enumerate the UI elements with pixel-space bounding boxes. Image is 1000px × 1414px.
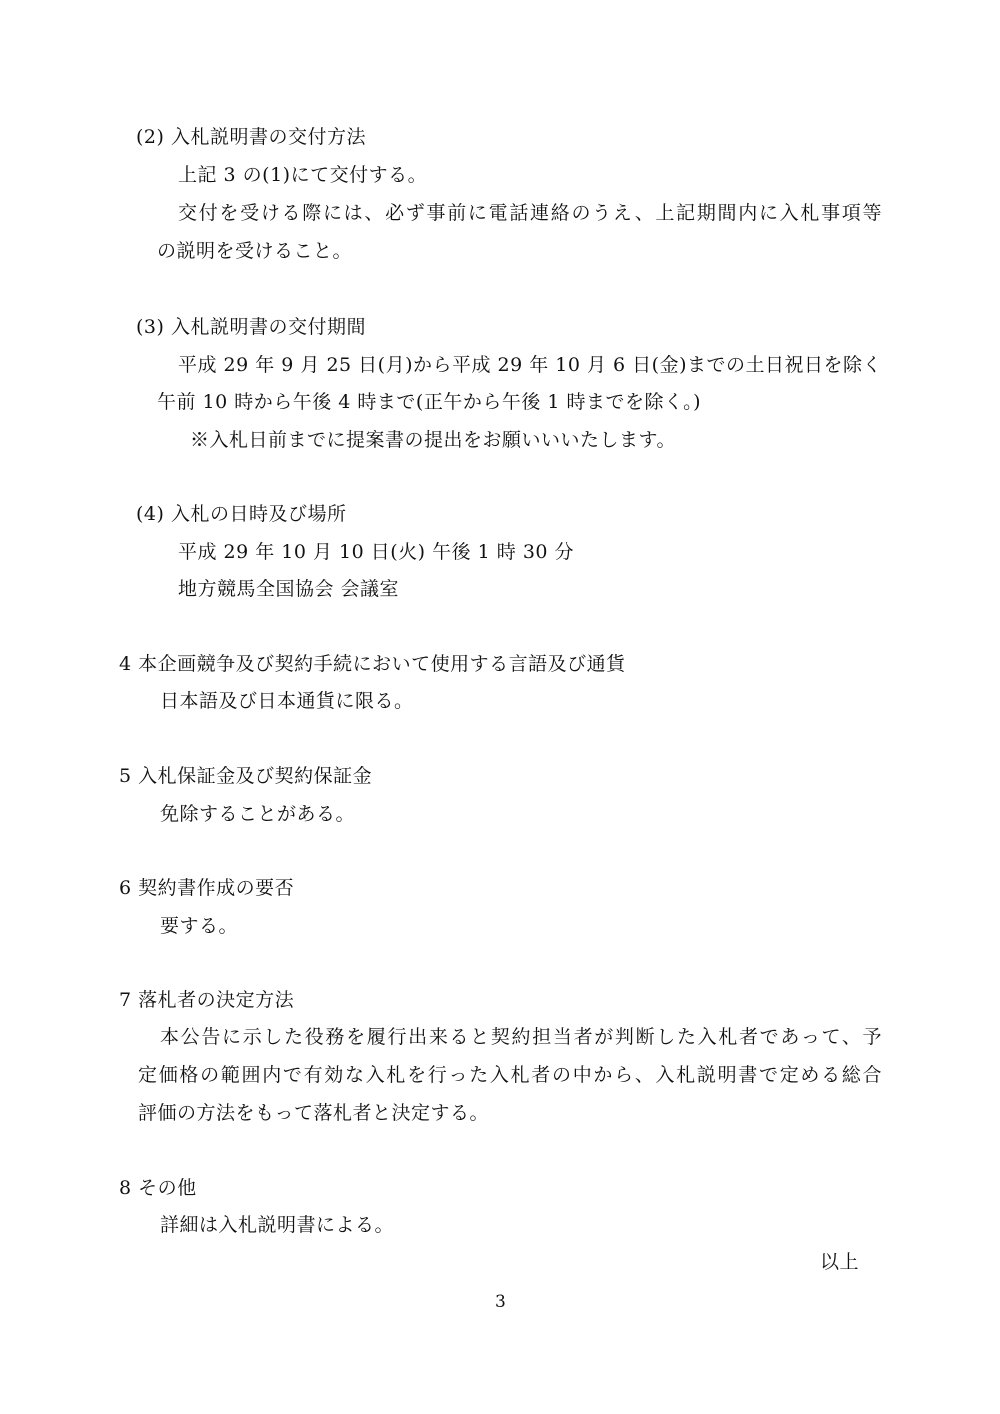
paragraph-line: 評価の方法をもって落札者と決定する。 bbox=[138, 1102, 490, 1124]
bid-place: 地方競馬全国協会 会議室 bbox=[178, 578, 400, 600]
closing-mark: 以上 bbox=[820, 1251, 860, 1273]
paragraph-line: 平成 29 年 9 月 25 日(月)から平成 29 年 10 月 6 日(金)までの土日祝日を除く bbox=[178, 354, 883, 376]
section-heading-deposit: 5 入札保証金及び契約保証金 bbox=[119, 765, 373, 787]
paragraph-line: 詳細は入札説明書による。 bbox=[160, 1214, 395, 1236]
paragraph-line: 本公告に示した役務を履行出来ると契約担当者が判断した入札者であって、予 bbox=[160, 1026, 882, 1048]
paragraph-line: 要する。 bbox=[160, 915, 239, 937]
paragraph-line: の説明を受けること。 bbox=[157, 240, 353, 262]
paragraph-line: 交付を受ける際には、必ず事前に電話連絡のうえ、上記期間内に入札事項等 bbox=[178, 202, 882, 224]
subsection-heading-bid-datetime-place: (4) 入札の日時及び場所 bbox=[136, 503, 347, 525]
bid-datetime: 平成 29 年 10 月 10 日(火) 午後 1 時 30 分 bbox=[178, 541, 575, 563]
section-heading-award-method: 7 落札者の決定方法 bbox=[119, 989, 295, 1011]
note-line: ※入札日前までに提案書の提出をお願いいいたします。 bbox=[190, 429, 676, 451]
paragraph-line: 定価格の範囲内で有効な入札を行った入札者の中から、入札説明書で定める総合 bbox=[138, 1064, 882, 1086]
subsection-heading-delivery-period: (3) 入札説明書の交付期間 bbox=[136, 316, 366, 338]
paragraph-line: 上記 3 の(1)にて交付する。 bbox=[178, 164, 428, 186]
page-number: 3 bbox=[495, 1292, 507, 1312]
paragraph-line: 午前 10 時から午後 4 時まで(正午から午後 1 時までを除く。) bbox=[157, 391, 702, 413]
section-heading-language-currency: 4 本企画競争及び契約手続において使用する言語及び通貨 bbox=[119, 653, 626, 675]
paragraph-line: 日本語及び日本通貨に限る。 bbox=[160, 690, 414, 712]
paragraph-line: 免除することがある。 bbox=[160, 803, 356, 825]
section-heading-contract-document: 6 契約書作成の要否 bbox=[119, 877, 295, 899]
subsection-heading-delivery-method: (2) 入札説明書の交付方法 bbox=[136, 126, 366, 148]
section-heading-other: 8 その他 bbox=[119, 1177, 197, 1199]
